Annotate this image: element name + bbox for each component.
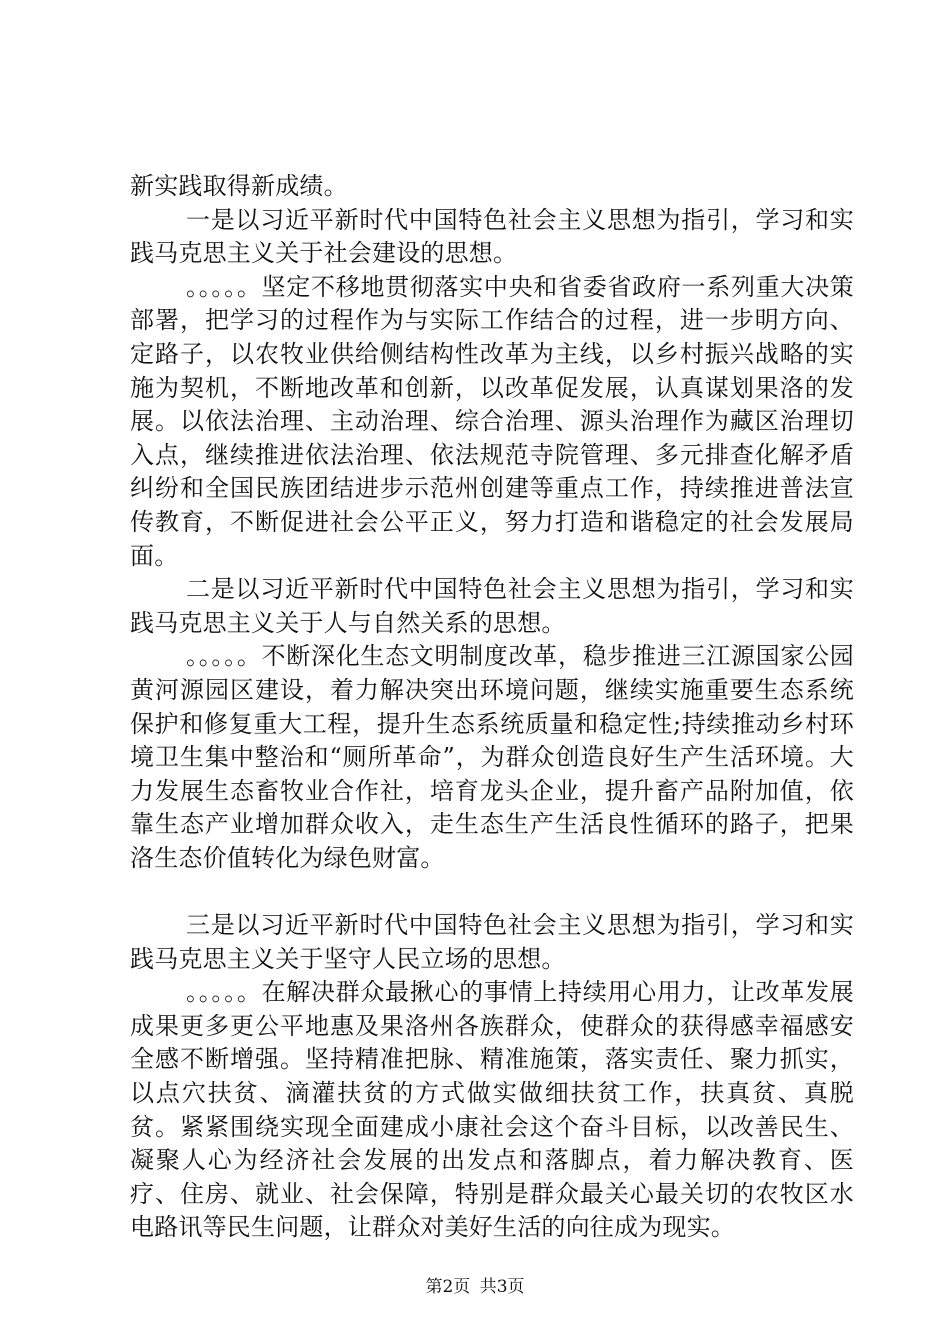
paragraph-people-stance: 。。。。。在解决群众最揪心的事情上持续用心用力，让改革发展成果更多更公平地惠及果洛州各族群众，使群众的获得感幸福感安全感不断增强。坚持精准把脉、精准施策，落实责任、聚力抓实，以点穴扶贫、滴灌扶贫的方式做实做细扶贫工作，扶真贫、真脱贫。紧紧围绕实现全面建成小康社会这个奋斗目标，以改善民生、凝聚人心为经济社会发展的出发点和落脚点，着力解决教育、医疗、住房、就业、社会保障，特别是群众最关心最关切的农牧区水电路讯等民生问题，让群众对美好生活的向往成为现实。: [130, 978, 854, 1242]
paragraph-spacer: [130, 875, 854, 909]
section-heading-people-stance: 三是以习近平新时代中国特色社会主义思想为指引，学习和实践马克思主义关于坚守人民立场的思想。: [130, 911, 854, 973]
paragraph-continuation: 新实践取得新成绩。: [130, 172, 348, 200]
page-footer: [0, 1276, 950, 1298]
page-total: 共3页: [479, 1277, 525, 1297]
section-heading-social-construction: 一是以习近平新时代中国特色社会主义思想为指引，学习和实践马克思主义关于社会建设的思想。: [130, 205, 854, 268]
body-text: [130, 170, 854, 1245]
section-heading-human-nature: 二是以习近平新时代中国特色社会主义思想为指引，学习和实践马克思主义关于人与自然关系的思想。: [130, 575, 854, 637]
paragraph-human-nature: 。。。。。不断深化生态文明制度改革，稳步推进三江源国家公园黄河源园区建设，着力解决突出环境问题，继续实施重要生态系统保护和修复重大工程，提升生态系统质量和稳定性;持续推动乡村环境卫生集中整治和“厕所革命”，为群众创造良好生产生活环境。大力发展生态畜牧业合作社，培育龙头企业，提升畜产品附加值，依靠生态产业增加群众收入，走生态生产生活良性循环的路子，把果洛生态价值转化为绿色财富。: [130, 642, 854, 872]
page-number: 第2页: [425, 1277, 471, 1297]
paragraph-social-construction: 。。。。。坚定不移地贯彻落实中央和省委省政府一系列重大决策部署，把学习的过程作为与实际工作结合的过程，进一步明方向、定路子，以农牧业供给侧结构性改革为主线，以乡村振兴战略的实施为契机，不断地改革和创新，以改革促发展，认真谋划果洛的发展。以依法治理、主动治理、综合治理、源头治理作为藏区治理切入点，继续推进依法治理、依法规范寺院管理、多元排查化解矛盾纠纷和全国民族团结进步示范州创建等重点工作，持续推进普法宣传教育，不断促进社会公平正义，努力打造和谐稳定的社会发展局面。: [130, 272, 854, 570]
